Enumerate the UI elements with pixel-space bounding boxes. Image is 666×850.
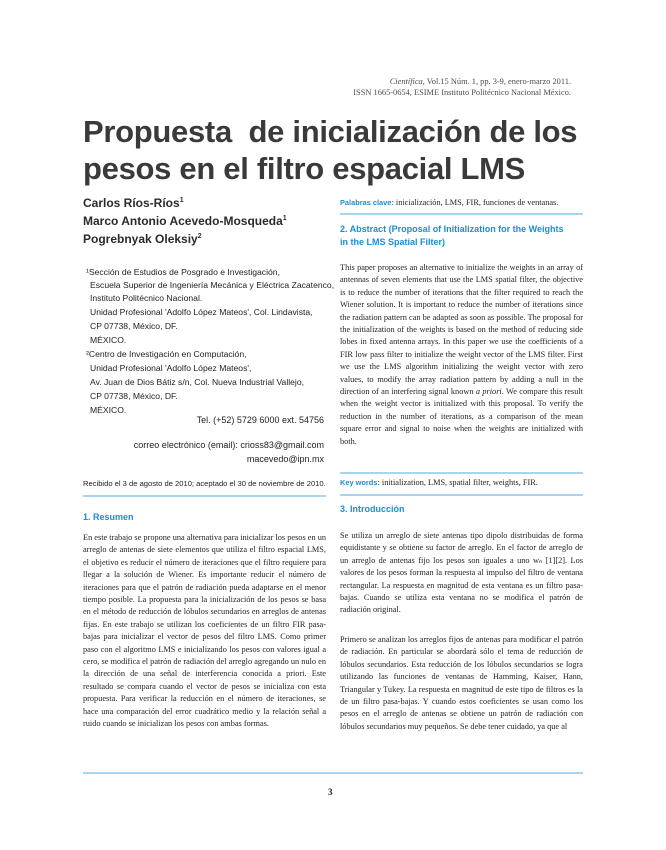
section-heading-resumen: 1. Resumen <box>83 512 134 522</box>
affiliation-line: ¹Sección de Estudios de Posgrado e Investigación, <box>86 267 280 277</box>
author-3 <box>83 232 202 246</box>
author-2 <box>83 214 287 228</box>
affiliation-line: CP 07738, México, DF. <box>90 321 178 331</box>
author-affil-mark: 2 <box>197 233 202 240</box>
journal-name: Científica <box>389 77 423 86</box>
intro-paragraph-1: Se utiliza un arreglo de siete antenas tipo dipolo distribuidas de forma equidistante y se obtiene su factor de arreglo. En el factor de arreglo de un arreglo de antenas fijo los pesos son iguales a uno wₙ [1][2]. Los valores de los pesos forman la respuesta al impulso del filtro de ventana rectangular. La respuesta en magnitud de esta ventana es un filtro pasa-bajas. Cuando se utiliza esta ventana no se modifica el patrón de radiación original. <box>340 531 583 615</box>
journal-volume-pages: , Vol.15 Núm. 1, pp. 3-9, enero-marzo 2011. <box>422 77 571 86</box>
section-heading-abstract-2: in the LMS Spatial Filter) <box>340 237 446 247</box>
email-line: correo electrónico (email): crioss83@gmail.com <box>133 440 324 450</box>
affiliation-line: Unidad Profesional 'Adolfo López Mateos', <box>90 363 252 373</box>
divider <box>340 213 583 215</box>
divider <box>340 494 583 496</box>
author-1 <box>83 196 184 210</box>
author-affil-mark: 1 <box>282 215 287 222</box>
abstract-text <box>340 262 583 448</box>
affiliation-line: ²Centro de Investigación en Computación, <box>86 349 247 359</box>
keywords-en <box>340 477 583 489</box>
affiliation-line: Unidad Profesional 'Adolfo López Mateos', Col. Lindavista, <box>90 307 313 317</box>
affiliation-line: MÉXICO. <box>90 405 127 415</box>
divider <box>340 472 583 474</box>
received-date: Recibido el 3 de agosto de 2010; aceptado el 30 de noviembre de 2010. <box>83 479 326 488</box>
author-name: Carlos Ríos-Ríos <box>83 196 180 210</box>
author-affil-mark: 1 <box>179 197 184 204</box>
affiliation-line: CP 07738, México, DF. <box>90 391 178 401</box>
page-number: 3 <box>328 787 333 797</box>
abstract-text-part: . We compare this result when the weight vector is initialized with this proposal. To verify the reduction in the number of iterations, as a comparison of the mean square error and signal to noise when the weights are initialized with both. <box>340 387 583 446</box>
paper-title <box>83 113 603 187</box>
resumen-text: En este trabajo se propone una alternativa para inicializar los pesos en un arreglo de antenas de siete elementos que utiliza el filtro espacial LMS, el objetivo es reducir el número de iteraciones que el filtro requiere para llegar a la solución de Wiener. Es importante reducir el número de iteraciones para que el patrón de radiación pueda adaptarse en el menor tiempo posible. La propuesta para la inicialización de los pesos se basa en el método de reducción de lóbulos secundarios en arreglos de antenas fijas. En este trabajo se utilizan los coeficientes de un filtro FIR pasa-bajas para inicializar el vector de pesos del filtro LMS. Como primer paso con el algoritmo LMS e inicializando los pesos con valores igual a cero, se modifica el patrón de radiación del arreglo agregando un nulo en la dirección de una señal de interferencia conocida a priori. Este resultado se compara cuando el vector de pesos se inicializa con esta propuesta. Para verificar la reducción en el número de iteraciones, se hace una comparación del error cuadrático medio y la relación señal a ruido cuando se inicializan los pesos con ambas formas. <box>83 533 326 729</box>
abstract-text-part: This paper proposes an alternative to initialize the weights in an array of antennas of seven elements that use the LMS spatial filter, the objective is to reduce the number of iterations that the filter required to reach the Wiener solution. It is important to reduce the number of iterations since the radiation pattern can be adapted as soon as possible. The proposal for the initialization of the weights is based on the method of reducing side lobes in fixed antenna arrays. In this paper we use the coefficients of a FIR low pass filter to initialize the weight vector of the LMS filter. First we use the LMS algorithm initializing the weight vector with zero values, to modify the array radiation pattern by adding a null in the direction of an interfering signal known <box>340 263 583 397</box>
author-name: Pogrebnyak Oleksiy <box>83 232 198 246</box>
affiliation-line: MÉXICO. <box>90 335 127 345</box>
abstract-italic: a priori <box>475 387 502 397</box>
author-name: Marco Antonio Acevedo-Mosqueda <box>83 214 283 228</box>
keywords-es <box>340 197 583 209</box>
email-line-2: macevedo@ipn.mx <box>246 454 324 464</box>
affiliation-line: Av. Juan de Dios Bátiz s/n, Col. Nueva Industrial Vallejo, <box>90 377 304 387</box>
keywords-en-label: Key words: <box>340 478 380 487</box>
keywords-es-label: Palabras clave: <box>340 198 394 207</box>
keywords-es-text: inicialización, LMS, FIR, funciones de ventanas. <box>393 198 559 207</box>
title-line-2: pesos en el filtro espacial LMS <box>83 151 526 186</box>
journal-issn: ISSN 1665-0654, ESIME Instituto Politécnico Nacional México. <box>353 88 571 97</box>
title-line-1: Propuesta de inicialización de los <box>83 114 578 149</box>
section-heading-abstract-1: 2. Abstract (Proposal of Initialization for the Weights <box>340 224 564 234</box>
affiliation-line: Instituto Politécnico Nacional. <box>90 293 203 303</box>
section-heading-introduccion: 3. Introducción <box>340 504 405 514</box>
keywords-en-text: initialization, LMS, spatial filter, weights, FIR. <box>379 478 538 487</box>
divider <box>83 495 326 497</box>
intro-paragraph-2: Primero se analizan los arreglos fijos de antenas para modificar el patrón de radiación. En particular se abordará sólo el tema de reducción de lóbulos secundarios. Esta reducción de los lóbulos secundarios se logra utilizando las funciones de ventanas de Hamming, Kaiser, Hann, Triangular y Tukey. La respuesta en magnitud de este tipo de filtros es la de un filtro pasa-bajas. Y cuando estos coeficientes se usan como los pesos en el arreglo de antenas se obtiene un patrón de radiación con lóbulos secundarios muy pequeños. Se debe tener cuidado, ya que al <box>340 635 583 731</box>
telephone: Tel. (+52) 5729 6000 ext. 54756 <box>196 415 324 425</box>
footer-rule <box>83 772 583 774</box>
affiliation-line: Escuela Superior de Ingeniería Mecánica y Eléctrica Zacatenco, <box>90 280 335 290</box>
